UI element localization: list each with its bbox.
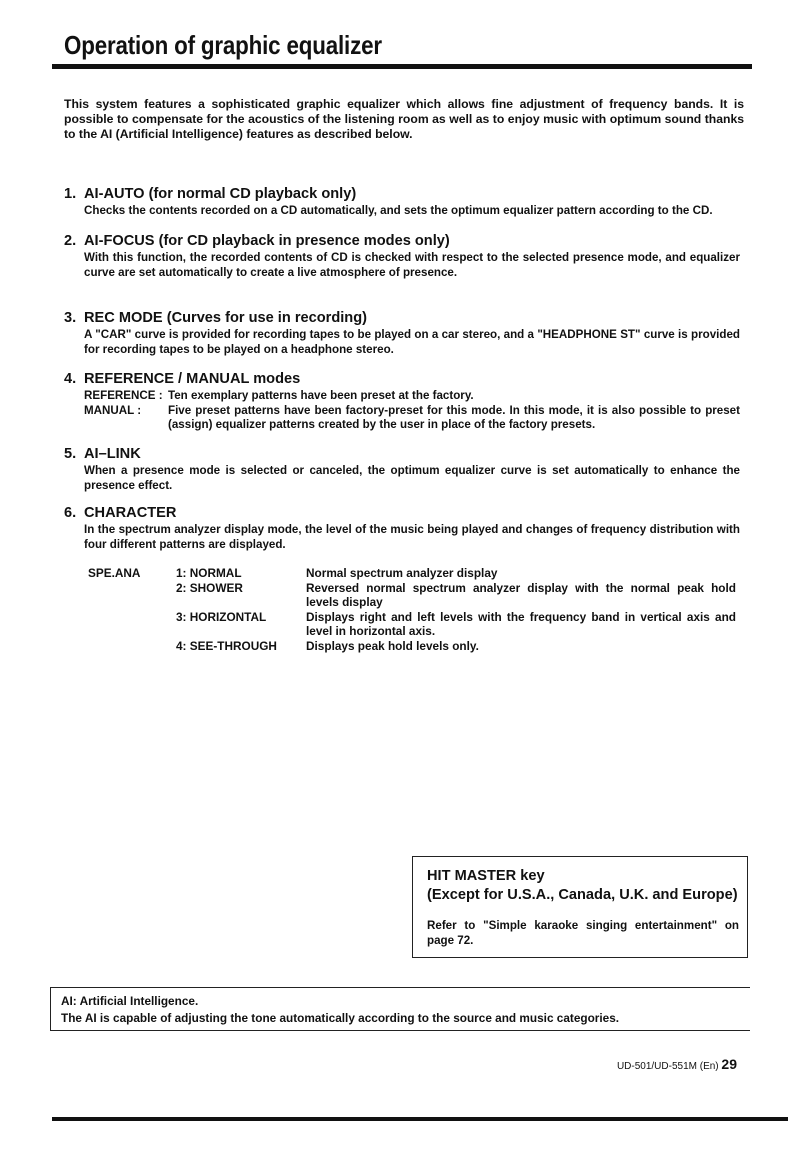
ai-note-line: The AI is capable of adjusting the tone automatically according to the source and music categories.	[61, 1011, 620, 1025]
page-footer	[617, 1056, 737, 1072]
definition-term: REFERENCE :	[84, 389, 163, 402]
section-heading	[64, 233, 740, 249]
definition-term: MANUAL :	[84, 403, 142, 417]
ai-note-box	[50, 987, 750, 1031]
bottom-rule	[52, 1117, 788, 1121]
section-heading	[64, 310, 740, 326]
section-body: A "CAR" curve is provided for recording tapes to be played on a car stereo, and a "HEADPHONE ST" curve is provided for recording tapes to be played on a headphone stereo.	[84, 328, 740, 356]
definition-reference	[84, 389, 740, 404]
section-body: Checks the contents recorded on a CD automatically, and sets the optimum equalizer pattern according to the CD.	[84, 204, 713, 217]
section-body: In the spectrum analyzer display mode, the level of the music being played and changes of frequency distribution with four different patterns are displayed.	[84, 523, 740, 551]
section-body: When a presence mode is selected or canceled, the optimum equalizer curve is set automatically to enhance the presence effect.	[84, 464, 740, 492]
page-title: Operation of graphic equalizer	[64, 30, 382, 60]
section-ai-focus	[64, 233, 740, 280]
spe-ana-desc: Displays peak hold levels only.	[306, 638, 479, 653]
spe-ana-desc: Reversed normal spectrum analyzer display with the normal peak hold levels display	[306, 580, 736, 609]
spe-ana-desc: Normal spectrum analyzer display	[306, 566, 498, 580]
section-title: REC MODE (Curves for use in recording)	[84, 310, 367, 326]
section-number: 2.	[64, 233, 77, 249]
hit-master-title: HIT MASTER key	[427, 868, 545, 884]
hit-master-heading	[427, 867, 738, 905]
spe-ana-mode: 2: SHOWER	[176, 580, 243, 595]
spe-ana-mode: 4: SEE-THROUGH	[176, 638, 277, 653]
section-number: 6.	[64, 505, 77, 521]
spe-ana-table	[88, 566, 740, 658]
spe-ana-mode: 3: HORIZONTAL	[176, 609, 267, 624]
spe-ana-desc: Displays right and left levels with the frequency band in vertical axis and level in horizontal axis.	[306, 609, 736, 638]
section-heading	[64, 505, 740, 521]
section-ai-link	[64, 446, 740, 493]
spe-ana-mode: 1: NORMAL	[176, 566, 242, 580]
section-number: 5.	[64, 446, 77, 462]
hit-master-box	[412, 856, 748, 958]
page-number: 29	[721, 1056, 737, 1072]
section-title: CHARACTER	[84, 505, 177, 521]
hit-master-subtitle: (Except for U.S.A., Canada, U.K. and Europe)	[427, 887, 738, 903]
section-heading	[64, 371, 740, 387]
ai-note-line: AI: Artificial Intelligence.	[61, 994, 199, 1008]
definition-text: Ten exemplary patterns have been preset at the factory.	[168, 389, 474, 402]
definition-manual	[84, 404, 740, 433]
section-rec-mode	[64, 310, 740, 357]
section-body: With this function, the recorded contents of CD is checked with respect to the selected presence mode, and equalizer curve are set automatically to create a live atmosphere of presence.	[84, 251, 740, 279]
section-title: AI-AUTO (for normal CD playback only)	[84, 186, 357, 202]
title-rule	[52, 64, 752, 69]
section-number: 1.	[64, 186, 77, 202]
section-reference-manual	[64, 371, 740, 433]
section-ai-auto	[64, 186, 740, 219]
section-number: 4.	[64, 371, 77, 387]
intro-paragraph: This system features a sophisticated graphic equalizer which allows fine adjustment of frequency bands. It is possible to compensate for the acoustics of the listening room as well as to enjoy music with optimum sound thanks to the AI (Artificial Intelligence) features as described below.	[64, 97, 744, 141]
definition-text: Five preset patterns have been factory-preset for this mode. In this mode, it is also possible to preset (assign) equalizer patterns created by the user in place of the factory presets.	[168, 403, 740, 431]
model-number: UD-501/UD-551M (En)	[616, 1061, 719, 1072]
section-title: AI–LINK	[84, 446, 141, 462]
section-number: 3.	[64, 310, 77, 326]
section-title: REFERENCE / MANUAL modes	[84, 371, 301, 387]
section-title: AI-FOCUS (for CD playback in presence modes only)	[84, 233, 450, 249]
section-character	[64, 505, 740, 552]
section-heading	[64, 186, 740, 202]
spe-ana-label: SPE.ANA	[88, 566, 141, 580]
hit-master-body: Refer to "Simple karaoke singing entertainment" on page 72.	[427, 919, 739, 947]
section-heading	[64, 446, 740, 462]
